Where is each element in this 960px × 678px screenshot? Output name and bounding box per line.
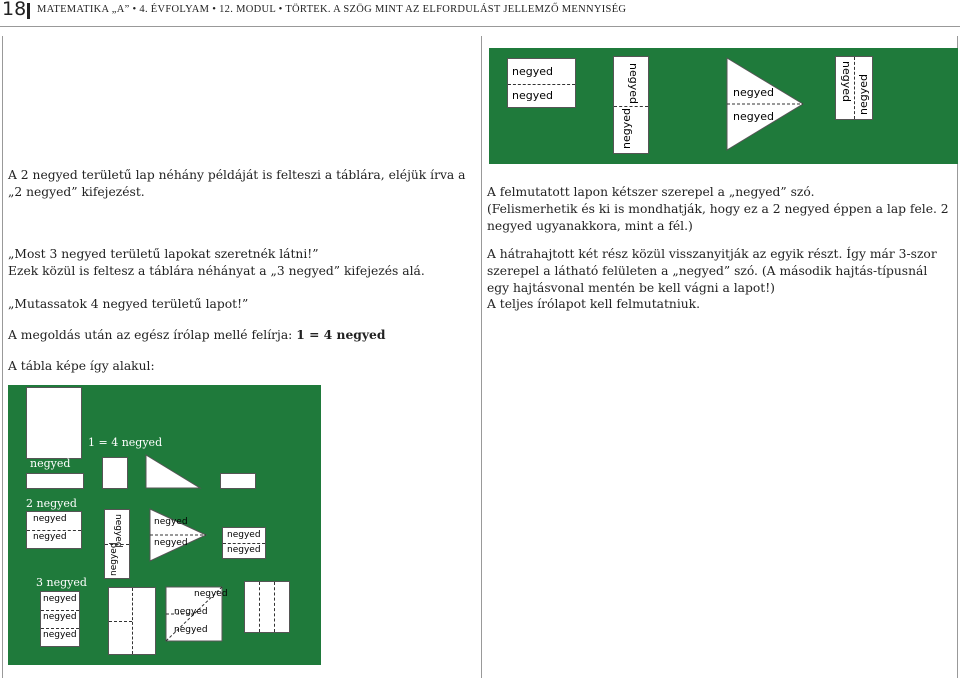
right-paragraph-2b: A teljes írólapot kell felmutatniuk.: [487, 297, 701, 311]
label-three-quarters: 3 negyed: [36, 576, 87, 589]
card-word: negyed: [33, 532, 67, 542]
card-word: negyed: [627, 63, 640, 104]
card-horizontal-halves: [507, 58, 576, 108]
left-paragraph-5: A tábla képe így alakul:: [8, 359, 155, 373]
quarter-small-strip: [220, 473, 256, 489]
card-triangle-halves: [727, 58, 805, 150]
card-vertical-halves: [613, 56, 649, 154]
card-word: negyed: [43, 612, 77, 622]
left-paragraph-3: „Mutassatok 4 negyed területű lapot!”: [8, 297, 249, 311]
right-paragraph-1a: A felmutatott lapon kétszer szerepel a „negyed” szó.: [487, 185, 815, 199]
card-word: negyed: [733, 110, 774, 123]
label-whole: 1 = 4 negyed: [88, 436, 163, 449]
header-rule: [0, 26, 960, 27]
card-word: negyed: [174, 607, 208, 617]
equation-prefix: A megoldás után az egész írólap mellé felírja:: [8, 328, 297, 342]
fold-line: [259, 582, 260, 632]
fold-line: [109, 621, 132, 622]
quarter-triangle: [146, 455, 202, 489]
card-word: negyed: [33, 514, 67, 524]
board-two-quarters: [489, 48, 958, 164]
left-paragraph-4: [8, 326, 478, 344]
card-word: negyed: [154, 517, 188, 527]
left-paragraph-2a: „Most 3 negyed területű lapokat szeretnék látni!”: [8, 247, 319, 261]
card-word: negyed: [154, 538, 188, 548]
label-one-quarter: negyed: [30, 457, 71, 470]
right-paragraph-2a: A hátrahajtott két rész közül visszanyitják az egyik részt. Így már 3-szor szerepel a látható felületen a „negyed” szó. (A második hajtás-típusnál egy hajtásvonal mentén be kell vágni a lapot!): [487, 247, 937, 295]
fold-line: [41, 610, 79, 611]
card-word: negyed: [857, 74, 870, 115]
page-header: [0, 0, 960, 22]
left-paragraph-2b: Ezek közül is feltesz a táblára néhányat a „3 negyed” kifejezés alá.: [8, 264, 425, 278]
three-quarter-strips: [244, 581, 290, 633]
column-divider-rule: [481, 36, 482, 678]
fold-line: [27, 530, 81, 531]
quarter-strip: [26, 473, 84, 489]
card-word: negyed: [733, 86, 774, 99]
fold-line: [132, 588, 133, 654]
fold-line: [274, 582, 275, 632]
card-word: negyed: [194, 589, 228, 599]
two-quarter-card: [26, 511, 82, 549]
card-word: negyed: [840, 61, 853, 102]
fold-line: [854, 57, 855, 119]
card-word: negyed: [227, 545, 261, 555]
card-word: negyed: [512, 65, 553, 78]
card-word: negyed: [227, 530, 261, 540]
two-quarter-strip: [222, 527, 266, 559]
three-quarter-card: [40, 591, 80, 647]
header-divider-bar: [27, 3, 30, 19]
page-number: 18: [2, 0, 27, 20]
running-title: MATEMATIKA „A” • 4. ÉVFOLYAM • 12. MODUL • TÖRTEK. A SZÖG MINT AZ ELFORDULÁST JELLEMZŐ MENNYISÉG: [37, 4, 627, 15]
card-word: negyed: [174, 625, 208, 635]
fold-line: [508, 84, 575, 85]
quarter-rect: [102, 457, 128, 489]
two-quarter-vertical: [104, 509, 130, 579]
fold-line: [223, 543, 265, 544]
card-word: negyed: [43, 630, 77, 640]
left-paragraph-1: A 2 negyed területű lap néhány példáját is felteszi a táblára, eléjük írva a „2 negyed” kifejezést.: [8, 168, 466, 199]
fold-line: [614, 106, 648, 107]
equation: 1 = 4 negyed: [296, 327, 386, 342]
card-word: negyed: [109, 542, 119, 576]
board-overview: [8, 385, 321, 665]
card-vertical-strips: [835, 56, 873, 120]
whole-sheet: [26, 387, 82, 459]
label-two-quarters: 2 negyed: [26, 497, 77, 510]
card-word: negyed: [43, 594, 77, 604]
card-word: negyed: [512, 89, 553, 102]
right-paragraph-1b: (Felismerhetik és ki is mondhatják, hogy ez a 2 negyed éppen a lap fele. 2 negyed ugyanakkora, mint a fél.): [487, 202, 949, 233]
left-margin-rule: [2, 36, 3, 678]
three-quarter-ell: [108, 587, 156, 655]
card-word: negyed: [620, 108, 633, 149]
fold-line: [41, 628, 79, 629]
card-word: negyed: [113, 514, 123, 548]
